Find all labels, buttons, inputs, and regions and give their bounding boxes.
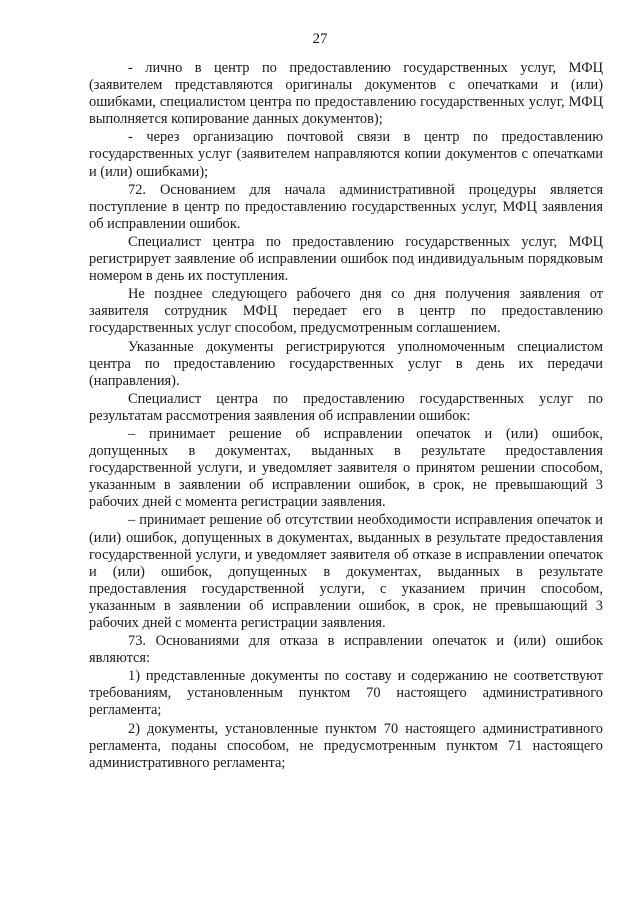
page-number: 27 [312, 31, 328, 47]
paragraph-registration: Специалист центра по предоставлению государственных услуг, МФЦ регистрирует заявление об исправлении ошибок под индивидуальным порядковым номером в день их поступления. [89, 233, 603, 285]
paragraph-refusal-reason-1: 1) представленные документы по составу и содержанию не соответствуют требованиям, установленным пунктом 70 настоящего административного регламента; [89, 668, 603, 719]
paragraph-refusal-reason-2: 2) документы, установленные пунктом 70 настоящего административного регламента, поданы способом, не предусмотренным пунктом 71 настоящего административного регламента; [89, 720, 603, 771]
paragraph-item-72: 72. Основанием для начала административной процедуры является поступление в центр по предоставлению государственных услуг, МФЦ заявления об исправлении ошибок. [89, 181, 603, 232]
paragraph-transfer-deadline: Не позднее следующего рабочего дня со дня получения заявления от заявителя сотрудник МФЦ передает его в центр по предоставлению государственных услуг способом, предусмотренным соглашением. [89, 286, 603, 337]
paragraph-submission-in-person: - лично в центр по предоставлению государственных услуг, МФЦ (заявителем представляются оригиналы документов с опечатками и (или) ошибками, специалистом центра по предоставлению государственных услуг, МФЦ выполняется копирование данных документов); [89, 60, 603, 128]
paragraph-documents-registered: Указанные документы регистрируются уполномоченным специалистом центра по предоставлению государственных услуг в день их передачи (направления). [89, 338, 603, 389]
document-body [89, 60, 603, 772]
paragraph-decision-correct: – принимает решение об исправлении опечаток и (или) ошибок, допущенных в документах, выданных в результате предоставления государственной услуги, и уведомляет заявителя о принятом решении способом, указанным в заявлении об исправлении ошибок, в срок, не превышающий 3 рабочих дней с момента регистрации заявления. [89, 425, 603, 511]
paragraph-specialist-review: Специалист центра по предоставлению государственных услуг по результатам рассмотрения заявления об исправлении ошибок: [89, 390, 603, 424]
paragraph-item-73: 73. Основаниями для отказа в исправлении опечаток и (или) ошибок являются: [89, 633, 603, 667]
paragraph-submission-by-post: - через организацию почтовой связи в центр по предоставлению государственных услуг (заявителем направляются копии документов с опечатками и (или) ошибками); [89, 129, 603, 180]
paragraph-decision-refuse: – принимает решение об отсутствии необходимости исправления опечаток и (или) ошибок, допущенных в документах, выданных в результате предоставления государственной услуги, и уведомляет заявителя об отказе в исправлении опечаток и (или) ошибок, допущенных в документах, выданных в результате предоставления государственной услуги, с указанием причин способом, указанным в заявлении об исправлении ошибок, в срок, не превышающий 3 рабочих дней с момента регистрации заявления. [89, 512, 603, 631]
